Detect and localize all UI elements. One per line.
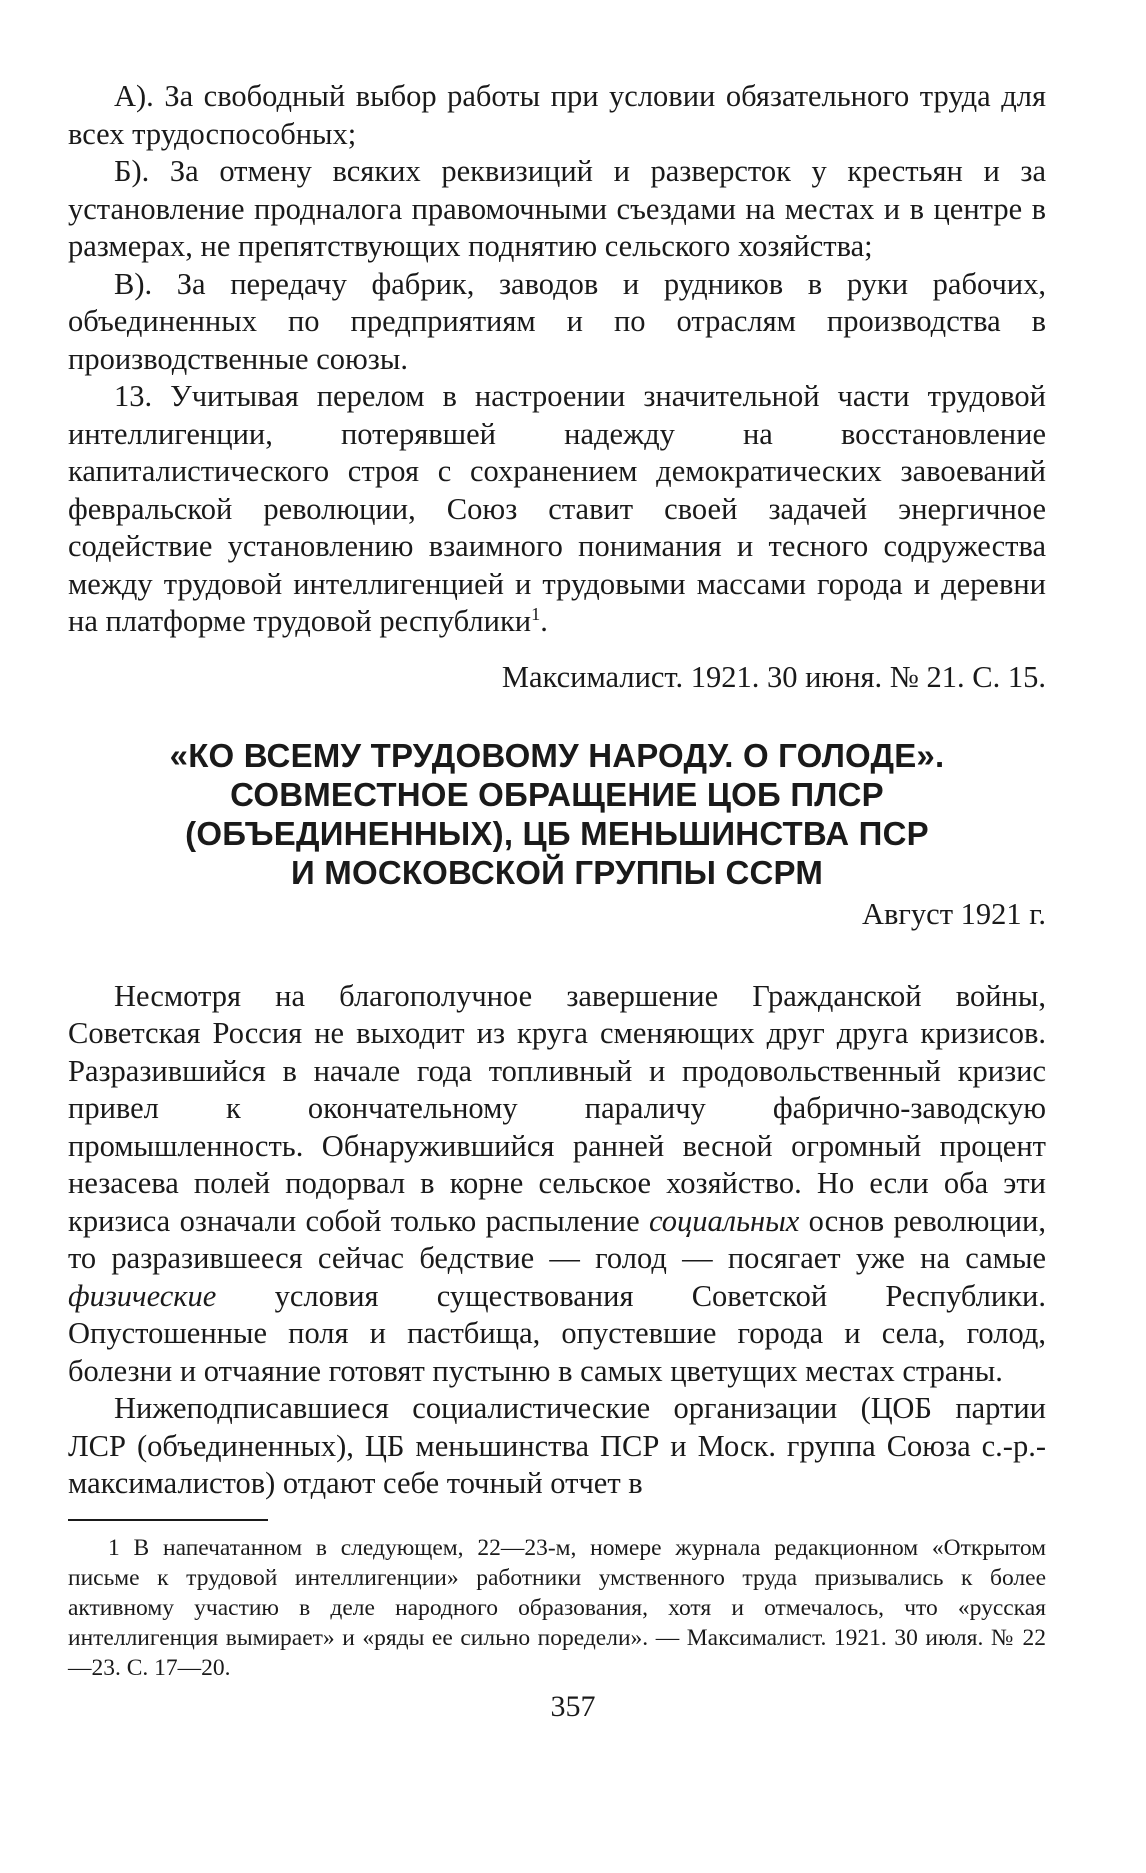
paragraph-c: В). За передачу фабрик, заводов и рудников в руки рабочих, объединенных по предприятиям и по отраслям производства в производственные союзы. [68, 266, 1046, 376]
paragraph-13-text: 13. Учитывая перелом в настроении значительной части трудовой интеллигенции, потерявшей надежду на восстановление капиталистического строя с сохранением демократических завоеваний февральской революции, Союз ставит своей задачей энергичное содействие установлению взаимного понимания и тесного содружества между трудовой интеллигенцией и трудовыми массами города и деревни на платформе трудовой республики [68, 379, 1046, 638]
paragraph-13-end: . [540, 604, 548, 638]
footnote-divider [68, 1519, 268, 1521]
footnote-text: В напечатанном в следующем, 22—23-м, номере журнала редакционном «Открытом письме к трудовой интеллигенции» работники умственного труда призывались к более активному участию в деле народного образования, хотя и отмечалось, что «русская интеллигенция вымирает» и «ряды ее сильно поредели». — Максималист. 1921. 30 июля. № 22—23. С. 17—20. [68, 1534, 1046, 1681]
emphasis-physical: физические [68, 1278, 217, 1313]
footnote-ref: 1 [531, 603, 541, 624]
body-paragraph-1-part-a: Несмотря на благополучное завершение Гражданской войны, Советская Россия не выходит из круга сменяющих друг друга кризисов. Разразившийся в начале года топливный и продовольственный кризис привел к окончательному параличу фабрично-заводскую промышленность. Обнаружившийся ранней весной огромный процент незасева полей подорвал в корне сельское хозяйство. Но если оба эти кризиса означали собой только распыление [68, 978, 1046, 1238]
title-line-1: «КО ВСЕМУ ТРУДОВОМУ НАРОДУ. О ГОЛОДЕ». [169, 737, 945, 774]
footnote [68, 1533, 1046, 1683]
body-text [68, 978, 1046, 1503]
paragraph-13 [68, 378, 1046, 641]
document-date: Август 1921 г. [862, 897, 1046, 931]
source-citation: Максималист. 1921. 30 июня. № 21. С. 15. [501, 659, 1046, 694]
body-paragraph-1-part-b: основ революции, то разразившееся сейчас бедствие — голод — посягает уже на самые [68, 1203, 1046, 1275]
page-number: 357 [550, 1690, 596, 1723]
title-line-2: СОВМЕСТНОЕ ОБРАЩЕНИЕ ЦОБ ПЛСР [230, 776, 884, 813]
footnote-marker: 1 [108, 1534, 120, 1561]
body-paragraph-1-part-c: условия существования Советской Республики. Опустошенные поля и пастбища, опустевшие города и села, голод, болезни и отчаяние готовят пустыню в самых цветущих местах страны. [68, 1278, 1046, 1388]
title-line-3: (ОБЪЕДИНЕННЫХ), ЦБ МЕНЬШИНСТВА ПСР [185, 815, 929, 852]
body-paragraph-1 [68, 978, 1046, 1391]
document-title [68, 736, 1046, 892]
paragraph-b: Б). За отмену всяких реквизиций и разверсток у крестьян и за установление продналога правомочными съездами на местах и в центре в размерах, не препятствующих поднятию сельского хозяйства; [68, 154, 1046, 263]
emphasis-social: социальных [649, 1203, 800, 1238]
body-paragraph-2: Нижеподписавшиеся социалистические организации (ЦОБ партии ЛСР (объединенных), ЦБ меньшинства ПСР и Моск. группа Союза с.-р.-максималистов) отдают себе точный отчет в [68, 1391, 1046, 1500]
title-line-4: И МОСКОВСКОЙ ГРУППЫ ССРМ [290, 854, 824, 891]
paragraph-a: А). За свободный выбор работы при условии обязательного труда для всех трудоспособных; [68, 79, 1046, 151]
page-content [68, 78, 1046, 1683]
